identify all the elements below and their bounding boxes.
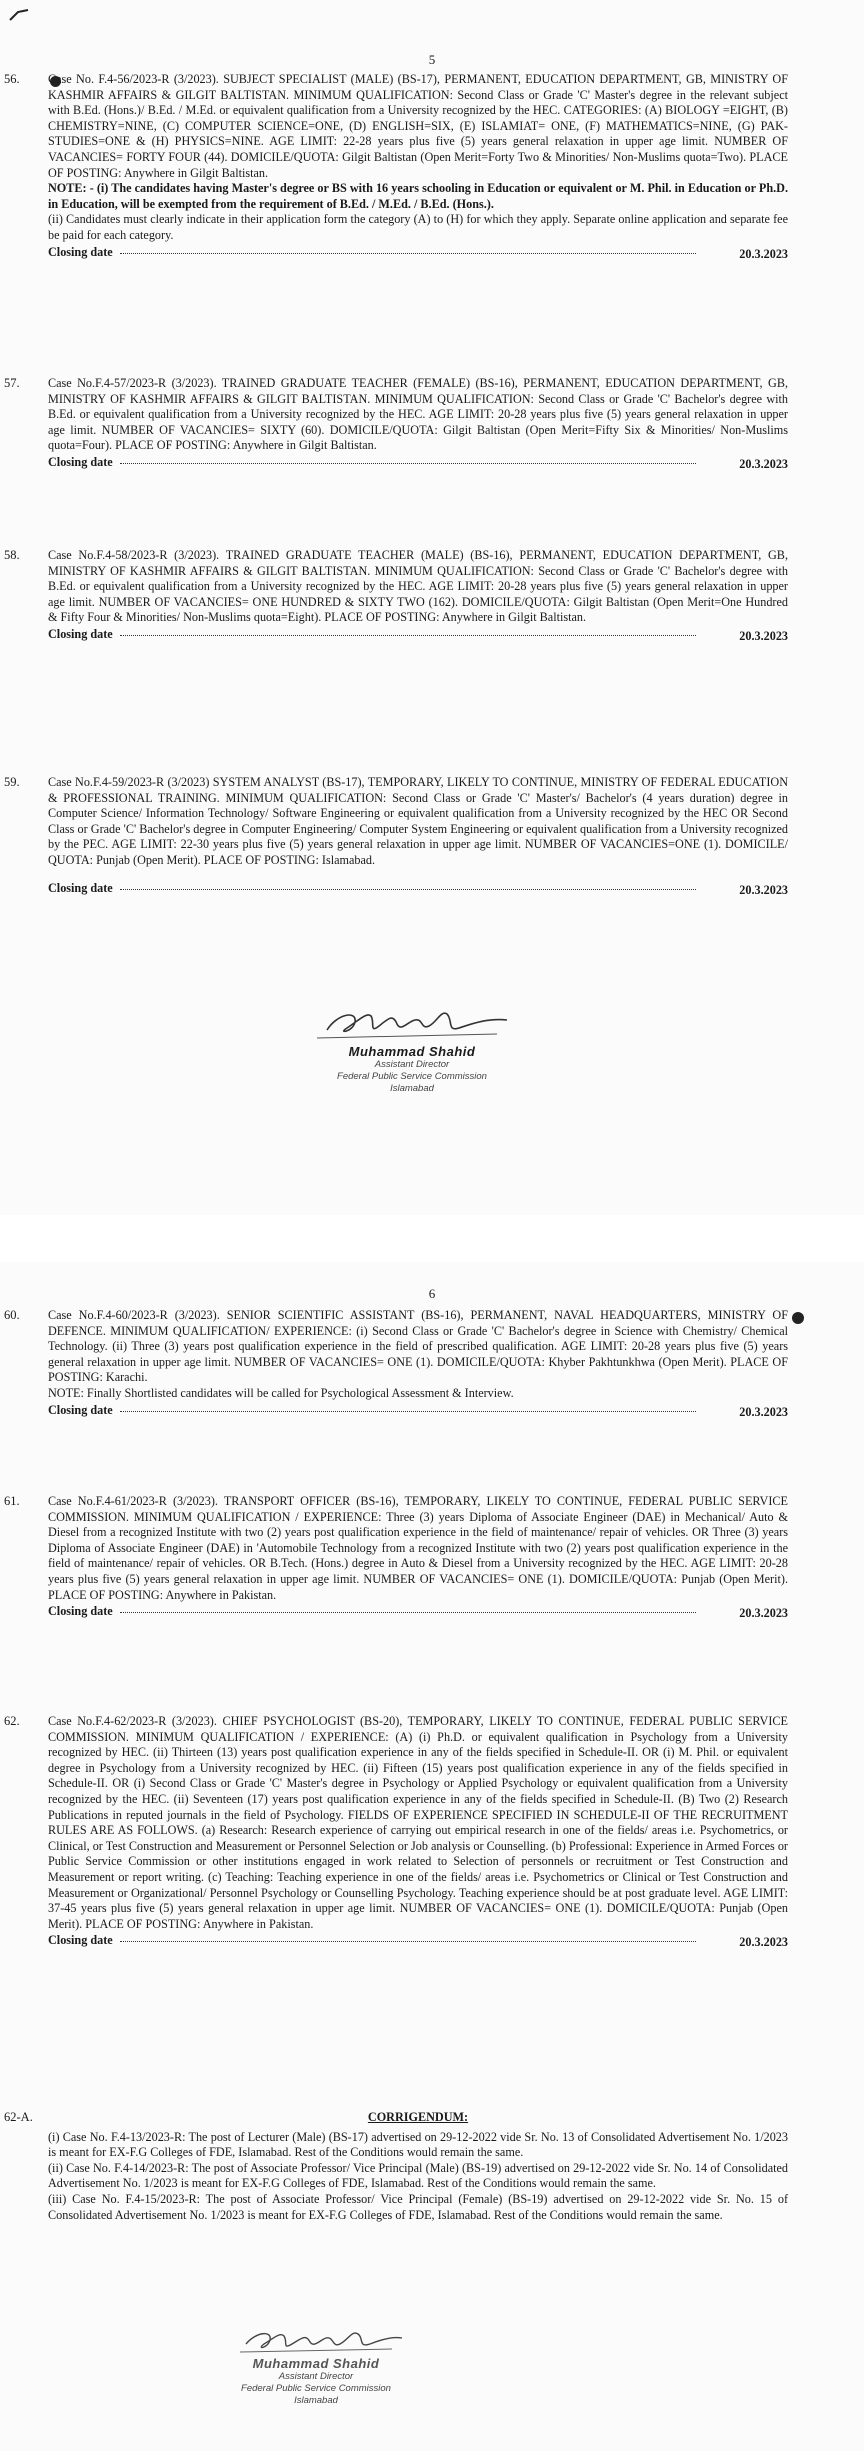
signatory-name: Muhammad Shahid — [348, 1044, 476, 1059]
corrigendum-item: (i) Case No. F.4-13/2023-R: The post of Lecturer (Male) (BS-17) advertised on 29-12-2022 vide Sr. No. 13 of Consolidated Advertisement No. 1/2023 is meant for EX-F.G Colleges of FDE, Islamabad. Rest of the Conditions would remain the same. — [48, 2129, 788, 2160]
entry-text: Case No. F.4-56/2023-R (3/2023). SUBJECT SPECIALIST (MALE) (BS-17), PERMANENT, EDUCATION DEPARTMENT, GB, MINISTRY OF KASHMIR AFFAIRS & GILGIT BALTISTAN. MINIMUM QUALIFICATION: Second Class or Grade 'C' Master's degree in the relevant subject with B.Ed. (Hons.)/ B.Ed. / M.Ed. or equivalent qualification from a University recognized by the HEC. CATEGORIES: (A) BIOLOGY =EIGHT, (B) CHEMISTRY=NINE, (C) COMPUTER SCIENCE=ONE, (D) ENGLISH=SIX, (E) ISLAMIAT= ONE, (F) MATHEMATICS=NINE, (G) PAK- STUDIES=ONE & (H) PHYSICS=NINE. AGE LIMIT: 22-28 years plus five (5) years general relaxation in upper age limit. NUMBER OF VACANCIES= FORTY FOUR (44). DOMICILE/QUOTA: Gilgit Baltistan (Open Merit=Forty Two & Minorities/ Non-Muslims quota=Two). PLACE OF POSTING: Anywhere in Gilgit Baltistan. — [48, 72, 788, 180]
entry-number: 61. — [4, 1494, 20, 1508]
entry-60 — [4, 1308, 788, 1420]
closing-date-value: 20.3.2023 — [739, 882, 788, 897]
closing-date-value: 20.3.2023 — [739, 246, 788, 261]
closing-date-label: Closing date — [48, 1402, 113, 1417]
closing-date-value: 20.3.2023 — [739, 628, 788, 643]
entry-number: 56. — [4, 72, 20, 86]
closing-date-label: Closing date — [48, 1933, 113, 1948]
signatory-title: Assistant Director — [278, 2371, 354, 2382]
closing-date-value: 20.3.2023 — [739, 1935, 788, 1950]
closing-date-row — [48, 455, 788, 472]
signature-block — [282, 1000, 542, 1095]
entry-text: Case No.F.4-59/2023-R (3/2023) SYSTEM ANALYST (BS-17), TEMPORARY, LIKELY TO CONTINUE, MINISTRY OF FEDERAL EDUCATION & PROFESSIONAL TRAINING. MINIMUM QUALIFICATION: Second Class or Grade 'C' Master's/ Bachelor's (4 years duration) degree in Computer Science/ Information Technology/ Software Engineering or equivalent qualification from a University recognized by the HEC OR Second Class or Grade 'C' Bachelor's degree in Computer Engineering/ Computer System Engineering or equivalent qualification from a University recognized by the PEC. AGE LIMIT: 22-30 years plus five (5) years general relaxation in upper age limit. NUMBER OF VACANCIES=ONE (1). DOMICILE/ QUOTA: Punjab (Open Merit). PLACE OF POSTING: Islamabad. — [48, 775, 788, 867]
corrigendum-item: (ii) Case No. F.4-14/2023-R: The post of Associate Professor/ Vice Principal (Male) (BS-19) advertised on 29-12-2022 vide Sr. No. 14 of Consolidated Advertisement No. 1/2023 is meant for EX-F.G Colleges of FDE, Islamabad. Rest of the Conditions would remain the same. — [48, 2160, 788, 2191]
closing-date-label: Closing date — [48, 1604, 113, 1619]
dotted-leader — [120, 1941, 696, 1942]
page-gap — [0, 1215, 864, 1262]
entry-number: 62. — [4, 1714, 20, 1728]
entry-number: 59. — [4, 775, 20, 789]
punch-hole — [792, 1312, 804, 1324]
closing-date-label: Closing date — [48, 454, 113, 469]
closing-date-row — [48, 245, 788, 262]
entry-text: Case No.F.4-60/2023-R (3/2023). SENIOR SCIENTIFIC ASSISTANT (BS-16), PERMANENT, NAVAL HEADQUARTERS, MINISTRY OF DEFENCE. MINIMUM QUALIFICATION/ EXPERIENCE: (i) Second Class or Grade 'C' Bachelor's degree in Science with Chemistry/ Chemical Technology. (ii) Three (3) years post qualification experience in the field of prescribed qualification. AGE LIMIT: 20-28 years plus five (5) years general relaxation in upper age limit. NUMBER OF VACANCIES= ONE (1). DOMICILE/QUOTA: Khyber Pakhtunkhwa (Open Merit). PLACE OF POSTING: Karachi. — [48, 1308, 788, 1385]
dotted-leader — [120, 463, 696, 464]
signatory-name: Muhammad Shahid — [252, 2356, 380, 2371]
signature-scribble — [297, 1000, 527, 1044]
page-number: 6 — [428, 1286, 436, 1301]
entry-text: Case No.F.4-57/2023-R (3/2023). TRAINED GRADUATE TEACHER (FEMALE) (BS-16), PERMANENT, EDUCATION DEPARTMENT, GB, MINISTRY OF KASHMIR AFFAIRS & GILGIT BALTISTAN. MINIMUM QUALIFICATION: Second Class or Grade 'C' Bachelor's degree with B.Ed. or equivalent qualification from a University recognized by the HEC. AGE LIMIT: 20-28 years plus five (5) years general relaxation in upper age limit. NUMBER OF VACANCIES= SIXTY (60). DOMICILE/QUOTA: Gilgit Baltistan (Open Merit=Fifty Six & Minorities/ Non-Muslims quota=Four). PLACE OF POSTING: Anywhere in Gilgit Baltistan. — [48, 376, 788, 453]
document-page-6 — [0, 1262, 864, 2451]
entry-note: NOTE: Finally Shortlisted candidates will be called for Psychological Assessment & Interview. — [48, 1385, 514, 1400]
entry-62 — [4, 1714, 788, 1950]
closing-date-label: Closing date — [48, 244, 113, 259]
dotted-leader — [120, 889, 696, 890]
document-page-5 — [0, 0, 864, 1215]
dotted-leader — [120, 1612, 696, 1613]
closing-date-row — [48, 1403, 788, 1420]
corrigendum-item: (iii) Case No. F.4-15/2023-R: The post of Associate Professor/ Vice Principal (Female) (BS-19) advertised on 29-12-2022 vide Sr. No. 15 of Consolidated Advertisement No. 1/2023 is meant for EX-F.G Colleges of FDE, Islamabad. Rest of the Conditions would remain the same. — [48, 2191, 788, 2222]
entry-note: NOTE: - (i) The candidates having Master's degree or BS with 16 years schooling in Education or equivalent or M. Phil. in Education or Ph.D. in Education, will be exempted from the requirement of B.Ed. / M.Ed. / B.Ed. (Hons.). — [48, 181, 788, 211]
corrigendum-title: CORRIGENDUM: — [367, 2110, 469, 2124]
signature-block — [186, 2322, 446, 2407]
closing-date-row — [48, 1933, 788, 1950]
signatory-city: Islamabad — [294, 2395, 338, 2406]
entry-text: Case No.F.4-61/2023-R (3/2023). TRANSPORT OFFICER (BS-16), TEMPORARY, LIKELY TO CONTINUE, FEDERAL PUBLIC SERVICE COMMISSION. MINIMUM QUALIFICATION / EXPERIENCE: Three (3) years Diploma of Associate Engineer (DAE) in Mechanical/ Auto & Diesel from a recognized Institute with two (2) years post qualification experience in the field of maintenance/ repair of vehicles. OR Three (3) years Diploma of Associate Engineer (DAE) in 'Automobile Technology from a recognized Institute with two (2) years post qualification experience in the field of maintenance/ repair of vehicles. OR B.Tech. (Hons.) degree in Auto & Diesel from a University recognized by the HEC. AGE LIMIT: 20-28 years plus five (5) years general relaxation in upper age limit. NUMBER OF VACANCIES= ONE (1). DOMICILE/QUOTA: Punjab (Open Merit). PLACE OF POSTING: Anywhere in Pakistan. — [48, 1494, 788, 1602]
closing-date-value: 20.3.2023 — [739, 1606, 788, 1621]
corner-mark — [8, 8, 30, 22]
entry-text: Case No.F.4-62/2023-R (3/2023). CHIEF PSYCHOLOGIST (BS-20), TEMPORARY, LIKELY TO CONTINUE, FEDERAL PUBLIC SERVICE COMMISSION. MINIMUM QUALIFICATION / EXPERIENCE: (A) (i) Ph.D. or equivalent qualification in Psychology from a University recognized by HEC. (ii) Thirteen (13) years post qualification experience in any of the fields specified in Schedule-II. OR (i) M. Phil. or equivalent degree in Psychology from a University recognized by HEC. (ii) Fifteen (15) years post qualification experience in any of the fields specified in Schedule-II. OR (i) Second Class or Grade 'C' Master's degree in Psychology or Applied Psychology or equivalent qualification from a University recognized by the HEC. (ii) Seventeen (17) years post qualification experience in any of the fields specified in Schedule-II. (B) Two (2) Research Publications in reputed journals in the field of Psychology. FIELDS OF EXPERIENCE SPECIFIED IN SCHEDULE-II OF THE RECRUITMENT RULES ARE AS FOLLOWS. (a) Research: Research experience of carrying out empirical research in one of the fields/ areas i.e. Psychometrics, or Clinical, or Test Construction and Measurement or Personnel Selection or Job analysis or Counselling. (b) Professional: Experience in Armed Forces or Public Service Commission or other institutions engaged in work related to Selection of personnels or recruitment or Test Construction and Measurement or report writing. (c) Teaching: Teaching experience in one of the fields/ areas i.e. Psychometrics or Clinical or Test Construction and Measurement or Organizational/ Personnel Psychology or Counselling Psychology. Teaching experience should be at post graduate level. AGE LIMIT: 37-45 years plus five (5) years general relaxation in upper age limit. NUMBER OF VACANCIES= ONE (1). DOMICILE/QUOTA: Punjab (Open Merit). PLACE OF POSTING: Anywhere in Pakistan. — [48, 1714, 788, 1931]
entry-note: (ii) Candidates must clearly indicate in their application form the category (A) to (H) for which they apply. Separate online application and separate fee be paid for each category. — [48, 212, 788, 242]
corrigendum-section — [4, 2110, 788, 2223]
closing-date-value: 20.3.2023 — [739, 1404, 788, 1419]
signatory-org: Federal Public Service Commission — [241, 2383, 391, 2394]
entry-57 — [4, 376, 788, 472]
closing-date-label: Closing date — [48, 880, 113, 895]
signatory-org: Federal Public Service Commission — [337, 1071, 487, 1082]
signature-scribble — [216, 2322, 416, 2356]
closing-date-value: 20.3.2023 — [739, 456, 788, 471]
dotted-leader — [120, 1411, 696, 1412]
entry-58 — [4, 548, 788, 644]
entry-56 — [4, 72, 788, 262]
entry-59 — [4, 775, 788, 898]
page-number: 5 — [428, 52, 436, 67]
signatory-city: Islamabad — [390, 1083, 434, 1094]
entry-number: 62-A. — [4, 2110, 33, 2124]
entry-number: 60. — [4, 1308, 20, 1322]
dotted-leader — [120, 635, 696, 636]
closing-date-row — [48, 1604, 788, 1621]
signatory-title: Assistant Director — [374, 1059, 450, 1070]
closing-date-row — [48, 627, 788, 644]
dotted-leader — [120, 253, 696, 254]
closing-date-row — [48, 881, 788, 898]
entry-number: 57. — [4, 376, 20, 390]
entry-text: Case No.F.4-58/2023-R (3/2023). TRAINED GRADUATE TEACHER (MALE) (BS-16), PERMANENT, EDUCATION DEPARTMENT, GB, MINISTRY OF KASHMIR AFFAIRS & GILGIT BALTISTAN. MINIMUM QUALIFICATION: Second Class or Grade 'C' Bachelor's degree with B.Ed. or equivalent qualification from a University recognized by the HEC. AGE LIMIT: 20-28 years plus five (5) years general relaxation in upper age limit. NUMBER OF VACANCIES= ONE HUNDRED & SIXTY TWO (162). DOMICILE/QUOTA: Gilgit Baltistan (Open Merit=One Hundred & Fifty Four & Minorities/ Non-Muslims quota=Eight). PLACE OF POSTING: Anywhere in Gilgit Baltistan. — [48, 548, 788, 625]
entry-61 — [4, 1494, 788, 1621]
entry-number: 58. — [4, 548, 20, 562]
closing-date-label: Closing date — [48, 626, 113, 641]
